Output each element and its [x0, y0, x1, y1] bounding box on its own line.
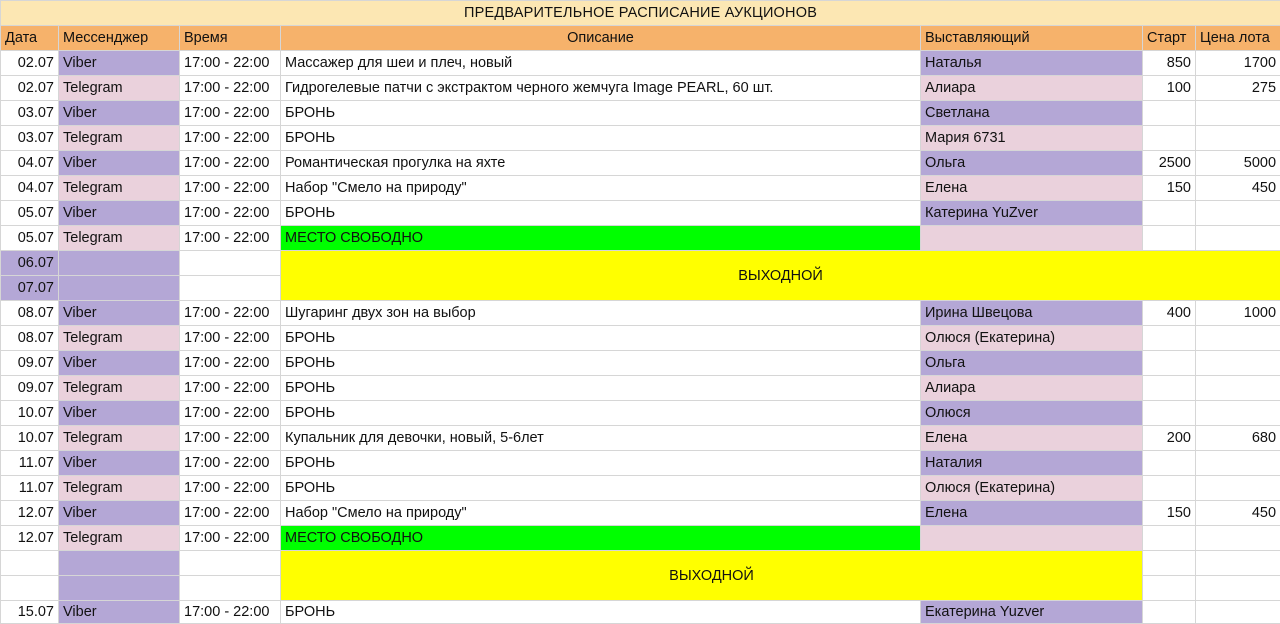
messenger-cell[interactable]: Telegram — [59, 126, 180, 151]
description-cell[interactable]: Романтическая прогулка на яхте — [281, 151, 921, 176]
messenger-cell[interactable] — [59, 251, 180, 276]
date-cell[interactable]: 15.07 — [1, 601, 59, 624]
header-price[interactable]: Цена лота — [1196, 26, 1280, 51]
start-cell[interactable]: 200 — [1143, 426, 1196, 451]
table-row — [1, 451, 1280, 476]
seller-cell[interactable]: Елена — [921, 501, 1143, 526]
seller-cell[interactable]: Мария 6731 — [921, 126, 1143, 151]
date-cell[interactable]: 05.07 — [1, 201, 59, 226]
price-cell[interactable]: 450 — [1196, 176, 1280, 201]
seller-cell[interactable]: Катерина YuZver — [921, 201, 1143, 226]
price-cell[interactable]: 450 — [1196, 501, 1280, 526]
messenger-cell[interactable]: Viber — [59, 151, 180, 176]
date-cell[interactable]: 03.07 — [1, 126, 59, 151]
time-cell[interactable] — [180, 276, 281, 301]
description-cell[interactable]: Набор "Смело на природу" — [281, 176, 921, 201]
time-cell[interactable] — [180, 551, 281, 576]
seller-cell[interactable]: Екатерина Yuzver — [921, 601, 1143, 624]
table-row — [1, 301, 1280, 326]
messenger-cell[interactable]: Telegram — [59, 426, 180, 451]
messenger-cell[interactable]: Viber — [59, 101, 180, 126]
header-messenger[interactable]: Мессенджер — [59, 26, 180, 51]
messenger-cell[interactable]: Viber — [59, 401, 180, 426]
messenger-cell[interactable]: Telegram — [59, 226, 180, 251]
description-cell[interactable]: Набор "Смело на природу" — [281, 501, 921, 526]
table-row — [1, 426, 1280, 451]
date-cell[interactable]: 11.07 — [1, 451, 59, 476]
price-cell[interactable] — [1196, 451, 1280, 476]
description-cell[interactable]: БРОНЬ — [281, 401, 921, 426]
date-cell[interactable]: 04.07 — [1, 151, 59, 176]
start-cell[interactable] — [1143, 476, 1196, 501]
start-cell[interactable]: 400 — [1143, 301, 1196, 326]
date-cell[interactable]: 09.07 — [1, 376, 59, 401]
date-cell[interactable]: 02.07 — [1, 51, 59, 76]
messenger-cell[interactable]: Telegram — [59, 376, 180, 401]
date-cell[interactable]: 02.07 — [1, 76, 59, 101]
time-cell[interactable]: 17:00 - 22:00 — [180, 201, 281, 226]
price-cell[interactable]: 5000 — [1196, 151, 1280, 176]
seller-cell[interactable]: Олюся (Екатерина) — [921, 326, 1143, 351]
time-cell[interactable]: 17:00 - 22:00 — [180, 76, 281, 101]
title-row — [1, 1, 1280, 26]
seller-cell[interactable]: Елена — [921, 426, 1143, 451]
date-cell[interactable] — [1, 551, 59, 576]
time-cell[interactable]: 17:00 - 22:00 — [180, 601, 281, 624]
table-row — [1, 176, 1280, 201]
table-row-weekend — [1, 551, 1280, 576]
date-cell[interactable]: 04.07 — [1, 176, 59, 201]
start-cell[interactable] — [1143, 101, 1196, 126]
price-cell[interactable] — [1196, 551, 1280, 576]
start-cell[interactable]: 850 — [1143, 51, 1196, 76]
table-row — [1, 126, 1280, 151]
price-cell[interactable]: 1700 — [1196, 51, 1280, 76]
price-cell[interactable] — [1196, 576, 1280, 601]
seller-cell[interactable]: Ольга — [921, 151, 1143, 176]
price-cell[interactable] — [1196, 401, 1280, 426]
description-cell[interactable]: БРОНЬ — [281, 101, 921, 126]
start-cell[interactable] — [1143, 226, 1196, 251]
messenger-cell[interactable]: Telegram — [59, 176, 180, 201]
messenger-cell[interactable]: Viber — [59, 601, 180, 624]
description-cell[interactable]: БРОНЬ — [281, 201, 921, 226]
start-cell[interactable] — [1143, 351, 1196, 376]
weekend-cell[interactable]: ВЫХОДНОЙ — [281, 551, 1143, 601]
start-cell[interactable] — [1143, 451, 1196, 476]
messenger-cell[interactable]: Telegram — [59, 326, 180, 351]
price-cell[interactable]: 680 — [1196, 426, 1280, 451]
seller-cell[interactable]: Наталия — [921, 451, 1143, 476]
date-cell[interactable]: 09.07 — [1, 351, 59, 376]
start-cell[interactable]: 100 — [1143, 76, 1196, 101]
table-row — [1, 501, 1280, 526]
date-cell[interactable]: 12.07 — [1, 501, 59, 526]
header-time[interactable]: Время — [180, 26, 281, 51]
description-cell[interactable]: БРОНЬ — [281, 351, 921, 376]
description-cell[interactable]: Купальник для девочки, новый, 5-6лет — [281, 426, 921, 451]
price-cell[interactable] — [1196, 201, 1280, 226]
description-cell[interactable]: БРОНЬ — [281, 601, 921, 624]
header-seller[interactable]: Выставляющий — [921, 26, 1143, 51]
time-cell[interactable]: 17:00 - 22:00 — [180, 351, 281, 376]
time-cell[interactable]: 17:00 - 22:00 — [180, 51, 281, 76]
table-row — [1, 151, 1280, 176]
start-cell[interactable] — [1143, 601, 1196, 624]
price-cell[interactable]: 275 — [1196, 76, 1280, 101]
start-cell[interactable] — [1143, 576, 1196, 601]
time-cell[interactable]: 17:00 - 22:00 — [180, 401, 281, 426]
start-cell[interactable] — [1143, 201, 1196, 226]
table-row — [1, 476, 1280, 501]
description-cell-free-slot[interactable]: МЕСТО СВОБОДНО — [281, 226, 921, 251]
time-cell[interactable]: 17:00 - 22:00 — [180, 326, 281, 351]
seller-cell[interactable]: Ольга — [921, 351, 1143, 376]
messenger-cell[interactable] — [59, 576, 180, 601]
price-cell[interactable] — [1196, 326, 1280, 351]
header-description[interactable]: Описание — [281, 26, 921, 51]
price-cell[interactable] — [1196, 376, 1280, 401]
start-cell[interactable] — [1143, 326, 1196, 351]
table-row-weekend — [1, 251, 1280, 276]
seller-cell[interactable]: Ирина Швецова — [921, 301, 1143, 326]
table-row — [1, 326, 1280, 351]
date-cell[interactable]: 03.07 — [1, 101, 59, 126]
messenger-cell[interactable] — [59, 551, 180, 576]
time-cell[interactable] — [180, 251, 281, 276]
date-cell[interactable]: 05.07 — [1, 226, 59, 251]
description-cell[interactable]: БРОНЬ — [281, 126, 921, 151]
messenger-cell[interactable]: Telegram — [59, 76, 180, 101]
seller-cell[interactable] — [921, 226, 1143, 251]
start-cell[interactable]: 150 — [1143, 176, 1196, 201]
time-cell[interactable] — [180, 576, 281, 601]
time-cell[interactable]: 17:00 - 22:00 — [180, 226, 281, 251]
table-row — [1, 351, 1280, 376]
sheet-title[interactable]: ПРЕДВАРИТЕЛЬНОЕ РАСПИСАНИЕ АУКЦИОНОВ — [1, 1, 1280, 26]
time-cell[interactable]: 17:00 - 22:00 — [180, 126, 281, 151]
seller-cell[interactable]: Алиара — [921, 76, 1143, 101]
header-start[interactable]: Старт — [1143, 26, 1196, 51]
date-cell[interactable] — [1, 576, 59, 601]
header-row — [1, 26, 1280, 51]
date-cell[interactable]: 10.07 — [1, 426, 59, 451]
price-cell[interactable] — [1196, 476, 1280, 501]
seller-cell[interactable]: Олюся (Екатерина) — [921, 476, 1143, 501]
seller-cell[interactable]: Олюся — [921, 401, 1143, 426]
seller-cell[interactable] — [921, 526, 1143, 551]
time-cell[interactable]: 17:00 - 22:00 — [180, 451, 281, 476]
table-row — [1, 376, 1280, 401]
start-cell[interactable] — [1143, 551, 1196, 576]
time-cell[interactable]: 17:00 - 22:00 — [180, 501, 281, 526]
description-cell[interactable]: Шугаринг двух зон на выбор — [281, 301, 921, 326]
header-date[interactable]: Дата — [1, 26, 59, 51]
description-cell[interactable]: Массажер для шеи и плеч, новый — [281, 51, 921, 76]
time-cell[interactable]: 17:00 - 22:00 — [180, 176, 281, 201]
price-cell[interactable] — [1196, 126, 1280, 151]
date-cell[interactable]: 12.07 — [1, 526, 59, 551]
weekend-cell[interactable]: ВЫХОДНОЙ — [281, 251, 1280, 301]
date-cell[interactable]: 10.07 — [1, 401, 59, 426]
description-cell[interactable]: БРОНЬ — [281, 376, 921, 401]
messenger-cell[interactable]: Telegram — [59, 526, 180, 551]
start-cell[interactable]: 2500 — [1143, 151, 1196, 176]
seller-cell[interactable]: Елена — [921, 176, 1143, 201]
table-row — [1, 601, 1280, 624]
table-row — [1, 526, 1280, 551]
start-cell[interactable] — [1143, 401, 1196, 426]
start-cell[interactable]: 150 — [1143, 501, 1196, 526]
table-row — [1, 51, 1280, 76]
time-cell[interactable]: 17:00 - 22:00 — [180, 526, 281, 551]
seller-cell[interactable]: Светлана — [921, 101, 1143, 126]
date-cell[interactable]: 07.07 — [1, 276, 59, 301]
date-cell[interactable]: 06.07 — [1, 251, 59, 276]
price-cell[interactable] — [1196, 351, 1280, 376]
table-row — [1, 401, 1280, 426]
table-row — [1, 76, 1280, 101]
time-cell[interactable]: 17:00 - 22:00 — [180, 301, 281, 326]
price-cell[interactable] — [1196, 226, 1280, 251]
date-cell[interactable]: 08.07 — [1, 326, 59, 351]
table-row — [1, 201, 1280, 226]
description-cell[interactable]: Гидрогелевые патчи с экстрактом черного жемчуга Image PEARL, 60 шт. — [281, 76, 921, 101]
seller-cell[interactable]: Наталья — [921, 51, 1143, 76]
date-cell[interactable]: 11.07 — [1, 476, 59, 501]
description-cell[interactable]: БРОНЬ — [281, 451, 921, 476]
description-cell[interactable]: БРОНЬ — [281, 326, 921, 351]
description-cell-free-slot[interactable]: МЕСТО СВОБОДНО — [281, 526, 921, 551]
price-cell[interactable] — [1196, 601, 1280, 624]
price-cell[interactable]: 1000 — [1196, 301, 1280, 326]
start-cell[interactable] — [1143, 126, 1196, 151]
messenger-cell[interactable]: Viber — [59, 301, 180, 326]
messenger-cell[interactable]: Viber — [59, 51, 180, 76]
messenger-cell[interactable]: Viber — [59, 451, 180, 476]
date-cell[interactable]: 08.07 — [1, 301, 59, 326]
time-cell[interactable]: 17:00 - 22:00 — [180, 151, 281, 176]
time-cell[interactable]: 17:00 - 22:00 — [180, 426, 281, 451]
messenger-cell[interactable]: Viber — [59, 201, 180, 226]
messenger-cell[interactable]: Viber — [59, 501, 180, 526]
messenger-cell[interactable]: Telegram — [59, 476, 180, 501]
seller-cell[interactable]: Алиара — [921, 376, 1143, 401]
price-cell[interactable] — [1196, 526, 1280, 551]
messenger-cell[interactable] — [59, 276, 180, 301]
description-cell[interactable]: БРОНЬ — [281, 476, 921, 501]
time-cell[interactable]: 17:00 - 22:00 — [180, 101, 281, 126]
start-cell[interactable] — [1143, 376, 1196, 401]
time-cell[interactable]: 17:00 - 22:00 — [180, 476, 281, 501]
start-cell[interactable] — [1143, 526, 1196, 551]
messenger-cell[interactable]: Viber — [59, 351, 180, 376]
time-cell[interactable]: 17:00 - 22:00 — [180, 376, 281, 401]
table-row — [1, 101, 1280, 126]
table-row — [1, 226, 1280, 251]
price-cell[interactable] — [1196, 101, 1280, 126]
